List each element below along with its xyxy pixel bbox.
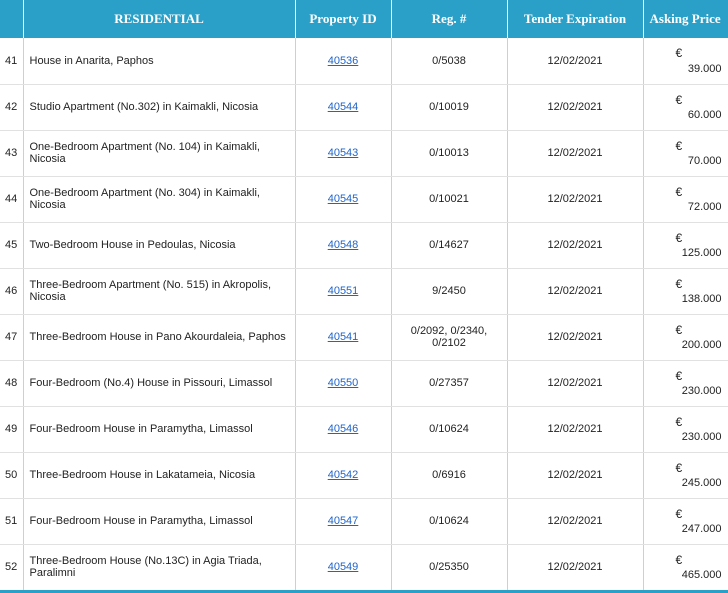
- registration-number: 0/27357: [391, 360, 507, 406]
- row-number: 46: [0, 268, 23, 314]
- row-number: 49: [0, 406, 23, 452]
- property-description: Three-Bedroom Apartment (No. 515) in Akropolis, Nicosia: [23, 268, 295, 314]
- property-id-cell: [295, 452, 391, 498]
- currency-symbol: €: [675, 460, 683, 475]
- asking-price-cell: [643, 406, 728, 452]
- asking-price-cell: [643, 498, 728, 544]
- property-id-link[interactable]: 40546: [327, 423, 359, 435]
- asking-price-value: 230.000: [681, 384, 722, 397]
- property-id-cell: [295, 360, 391, 406]
- asking-price-value: 70.000: [687, 154, 722, 167]
- tender-expiration-date: 12/02/2021: [507, 84, 643, 130]
- asking-price-cell: [643, 130, 728, 176]
- property-id-link[interactable]: 40550: [327, 377, 359, 389]
- asking-price-value: 60.000: [687, 108, 722, 121]
- currency-symbol: €: [675, 46, 683, 60]
- property-id-link[interactable]: 40545: [327, 193, 359, 205]
- property-id-cell: [295, 222, 391, 268]
- row-number: 44: [0, 176, 23, 222]
- asking-price-value: 72.000: [687, 200, 722, 213]
- table-row: [0, 452, 728, 498]
- property-description: Four-Bedroom House in Paramytha, Limassol: [23, 406, 295, 452]
- header-property-id: Property ID: [295, 0, 391, 38]
- tender-expiration-date: 12/02/2021: [507, 452, 643, 498]
- tender-expiration-date: 12/02/2021: [507, 360, 643, 406]
- registration-number: 0/10021: [391, 176, 507, 222]
- table-row: [0, 268, 728, 314]
- property-description: One-Bedroom Apartment (No. 304) in Kaimakli, Nicosia: [23, 176, 295, 222]
- currency-symbol: €: [675, 230, 683, 245]
- property-id-link[interactable]: 40548: [327, 239, 359, 251]
- row-number: 43: [0, 130, 23, 176]
- property-description: Two-Bedroom House in Pedoulas, Nicosia: [23, 222, 295, 268]
- currency-symbol: €: [675, 276, 683, 291]
- currency-symbol: €: [675, 92, 683, 107]
- currency-symbol: €: [675, 184, 683, 199]
- property-id-cell: [295, 268, 391, 314]
- asking-price-value: 230.000: [681, 430, 722, 443]
- registration-number: 0/10624: [391, 498, 507, 544]
- registration-number: 0/5038: [391, 38, 507, 84]
- property-description: One-Bedroom Apartment (No. 104) in Kaimakli, Nicosia: [23, 130, 295, 176]
- row-number: 48: [0, 360, 23, 406]
- property-id-cell: [295, 84, 391, 130]
- asking-price-cell: [643, 452, 728, 498]
- header-reg-number: Reg. #: [391, 0, 507, 38]
- currency-symbol: €: [675, 414, 683, 429]
- property-id-cell: [295, 498, 391, 544]
- asking-price-value: 465.000: [681, 568, 722, 581]
- registration-number: 0/10013: [391, 130, 507, 176]
- table-row: [0, 360, 728, 406]
- property-id-cell: [295, 544, 391, 590]
- table-row: [0, 38, 728, 84]
- property-description: Three-Bedroom House (No.13C) in Agia Triada, Paralimni: [23, 544, 295, 590]
- asking-price-value: 138.000: [681, 292, 722, 305]
- asking-price-value: 245.000: [681, 476, 722, 489]
- currency-symbol: €: [675, 138, 683, 153]
- tender-expiration-date: 12/02/2021: [507, 222, 643, 268]
- property-id-link[interactable]: 40541: [327, 331, 359, 343]
- property-id-link[interactable]: 40542: [327, 469, 359, 481]
- table-row: [0, 498, 728, 544]
- header-tender-expiration: Tender Expiration: [507, 0, 643, 38]
- tender-expiration-date: 12/02/2021: [507, 268, 643, 314]
- property-description: Four-Bedroom House in Paramytha, Limassol: [23, 498, 295, 544]
- property-description: Three-Bedroom House in Lakatameia, Nicosia: [23, 452, 295, 498]
- property-description: Three-Bedroom House in Pano Akourdaleia, Paphos: [23, 314, 295, 360]
- header-asking-price: Asking Price: [643, 0, 728, 38]
- tender-expiration-date: 12/02/2021: [507, 130, 643, 176]
- asking-price-cell: [643, 268, 728, 314]
- row-number: 50: [0, 452, 23, 498]
- row-number: 42: [0, 84, 23, 130]
- tender-expiration-date: 12/02/2021: [507, 498, 643, 544]
- asking-price-cell: [643, 544, 728, 590]
- property-id-cell: [295, 38, 391, 84]
- property-id-link[interactable]: 40551: [327, 285, 359, 297]
- tender-expiration-date: 12/02/2021: [507, 314, 643, 360]
- registration-number: 0/14627: [391, 222, 507, 268]
- property-description: Studio Apartment (No.302) in Kaimakli, Nicosia: [23, 84, 295, 130]
- asking-price-value: 125.000: [681, 246, 722, 259]
- asking-price-cell: [643, 84, 728, 130]
- table-row: [0, 176, 728, 222]
- property-id-cell: [295, 406, 391, 452]
- property-id-link[interactable]: 40536: [327, 54, 359, 67]
- registration-number: 9/2450: [391, 268, 507, 314]
- registration-number: 0/10624: [391, 406, 507, 452]
- property-id-cell: [295, 130, 391, 176]
- registration-number: 0/10019: [391, 84, 507, 130]
- currency-symbol: €: [675, 506, 683, 521]
- asking-price-cell: [643, 314, 728, 360]
- table-row: [0, 314, 728, 360]
- property-id-link[interactable]: 40543: [327, 147, 359, 159]
- currency-symbol: €: [675, 552, 683, 567]
- table-row: [0, 84, 728, 130]
- property-id-cell: [295, 176, 391, 222]
- asking-price-value: 200.000: [681, 338, 722, 351]
- table-row: [0, 130, 728, 176]
- asking-price-value: 39.000: [687, 62, 722, 75]
- table-row: [0, 406, 728, 452]
- row-number: 51: [0, 498, 23, 544]
- currency-symbol: €: [675, 368, 683, 383]
- tender-expiration-date: 12/02/2021: [507, 544, 643, 590]
- property-description: Four-Bedroom (No.4) House in Pissouri, Limassol: [23, 360, 295, 406]
- row-number: 41: [0, 38, 23, 84]
- tender-expiration-date: 12/02/2021: [507, 406, 643, 452]
- currency-symbol: €: [675, 322, 683, 337]
- table-header-row: [0, 0, 728, 38]
- row-number: 52: [0, 544, 23, 590]
- property-description: House in Anarita, Paphos: [23, 38, 295, 84]
- tender-expiration-date: 12/02/2021: [507, 38, 643, 84]
- table-row: [0, 544, 728, 590]
- asking-price-cell: [643, 360, 728, 406]
- asking-price-value: 247.000: [681, 522, 722, 535]
- registration-number: 0/25350: [391, 544, 507, 590]
- table-body: [0, 38, 728, 590]
- registration-number: 0/6916: [391, 452, 507, 498]
- asking-price-cell: [643, 176, 728, 222]
- property-id-link[interactable]: 40544: [327, 101, 359, 113]
- table-row: [0, 222, 728, 268]
- property-id-link[interactable]: 40547: [327, 515, 359, 527]
- tender-expiration-date: 12/02/2021: [507, 176, 643, 222]
- asking-price-cell: [643, 222, 728, 268]
- registration-number: 0/2092, 0/2340, 0/2102: [391, 314, 507, 360]
- property-id-cell: [295, 314, 391, 360]
- row-number: 45: [0, 222, 23, 268]
- row-number: 47: [0, 314, 23, 360]
- header-residential: RESIDENTIAL: [23, 0, 295, 38]
- property-id-link[interactable]: 40549: [327, 561, 359, 573]
- header-number: [0, 0, 23, 38]
- asking-price-cell: [643, 38, 728, 84]
